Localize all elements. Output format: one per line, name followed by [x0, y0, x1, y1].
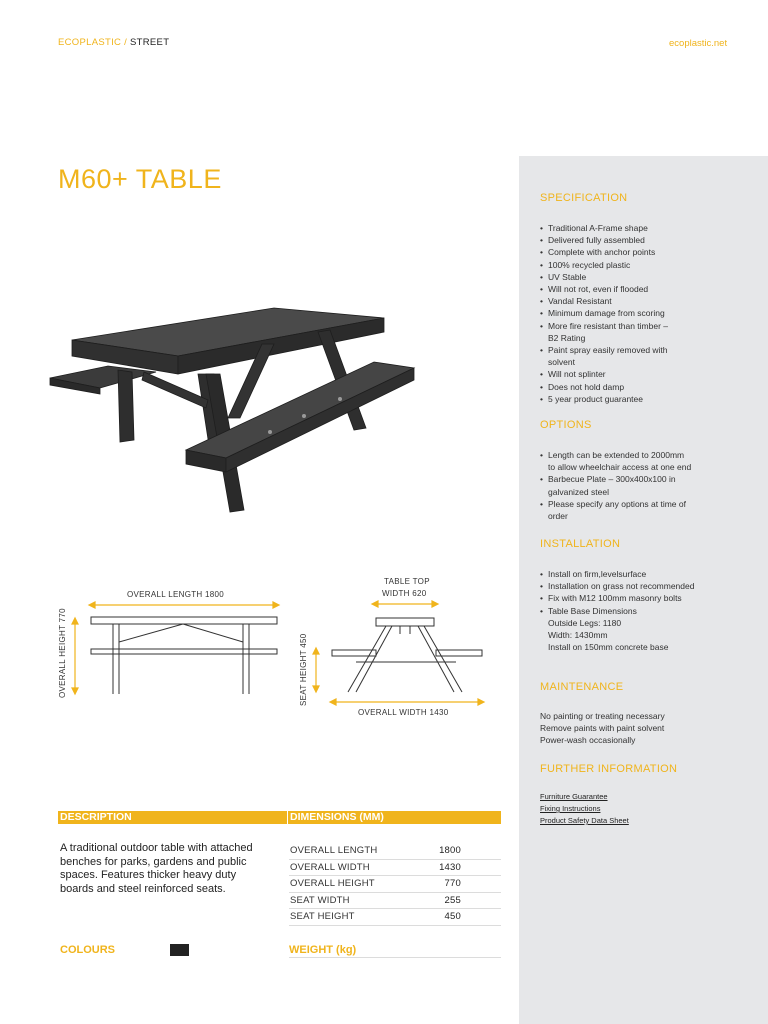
table-row	[289, 876, 501, 893]
list-item: • Will not splinter	[540, 368, 740, 380]
description-text: A traditional outdoor table with attached benches for parks, gardens and public spaces. Features thicker heavy duty boards and steel reinforced seats.	[60, 842, 253, 895]
dimension-value: 255	[413, 892, 501, 909]
furniture-guarantee-link[interactable]: Furniture Guarantee	[540, 792, 608, 801]
list-item-continued: Width: 1430mm	[548, 630, 608, 641]
list-item-continued: to allow wheelchair access at one end	[548, 462, 692, 473]
further-information-heading: FURTHER INFORMATION	[540, 763, 678, 775]
maintenance-line: No painting or treating necessary	[540, 711, 665, 721]
colour-swatch-black[interactable]	[170, 944, 189, 956]
list-item-continued: B2 Rating	[548, 332, 586, 343]
list-item: • Length can be extended to 2000mm	[540, 449, 740, 461]
list-item: • Traditional A-Frame shape	[540, 222, 740, 234]
seat-height-label: SEAT HEIGHT 450	[299, 633, 308, 706]
specification-list	[540, 222, 740, 405]
list-item-continued: Outside Legs: 1180	[548, 617, 622, 628]
maintenance-line: Power-wash occasionally	[540, 735, 636, 746]
page-title: M60+ TABLE	[58, 164, 222, 194]
list-item: • Please specify any options at time of	[540, 498, 740, 510]
table-row	[289, 909, 501, 926]
product-photo	[48, 300, 420, 522]
dimensions-heading: DIMENSIONS (MM)	[288, 811, 501, 824]
list-item: • Minimum damage from scoring	[540, 307, 740, 319]
maintenance-heading: MAINTENANCE	[540, 681, 624, 693]
section-name[interactable]: STREET	[130, 37, 170, 48]
overall-height-label: OVERALL HEIGHT 770	[58, 608, 67, 698]
dimension-value: 1800	[413, 843, 501, 859]
list-item: • Vandal Resistant	[540, 295, 740, 307]
brand-name[interactable]: ECOPLASTIC	[58, 37, 122, 48]
fixing-instructions-link[interactable]: Fixing Instructions	[540, 804, 601, 813]
maintenance-text	[540, 710, 665, 747]
breadcrumb-separator: /	[121, 37, 131, 48]
list-item-continued: galvanized steel	[548, 486, 609, 497]
list-item: • UV Stable	[540, 271, 740, 283]
specification-heading: SPECIFICATION	[540, 192, 628, 204]
list-item: • Complete with anchor points	[540, 246, 740, 258]
table-top-width-label: WIDTH 620	[382, 589, 427, 598]
dimension-label: SEAT WIDTH	[289, 892, 413, 909]
list-item: • Installation on grass not recommended	[540, 580, 740, 592]
dimension-value: 770	[413, 876, 501, 893]
website-link[interactable]: ecoplastic.net	[669, 38, 728, 49]
table-row	[289, 843, 501, 859]
colours-label: COLOURS	[60, 944, 115, 956]
side-elevation-diagram	[55, 570, 290, 705]
end-elevation-diagram	[296, 570, 490, 722]
list-item: • 5 year product guarantee	[540, 393, 740, 405]
safety-data-sheet-link[interactable]: Product Safety Data Sheet	[540, 816, 629, 825]
list-item: • Barbecue Plate – 300x400x100 in	[540, 473, 740, 485]
list-item: • More fire resistant than timber –	[540, 320, 740, 332]
table-row	[289, 892, 501, 909]
list-item-continued: Install on 150mm concrete base	[548, 642, 669, 653]
list-item-continued: order	[548, 511, 568, 522]
installation-list	[540, 568, 740, 653]
list-item: • Delivered fully assembled	[540, 234, 740, 246]
dimension-value: 450	[413, 909, 501, 926]
further-information-links	[540, 791, 629, 827]
overall-width-label: OVERALL WIDTH 1430	[358, 708, 449, 717]
dimensions-table	[289, 843, 501, 926]
description-heading: DESCRIPTION	[58, 811, 287, 824]
list-item-continued: solvent	[548, 357, 575, 368]
list-item: • Fix with M12 100mm masonry bolts	[540, 592, 740, 604]
breadcrumb	[58, 37, 169, 48]
maintenance-line: Remove paints with paint solvent	[540, 723, 665, 734]
dimension-value: 1430	[413, 859, 501, 876]
list-item: • Will not rot, even if flooded	[540, 283, 740, 295]
weight-label: WEIGHT (kg)	[289, 944, 357, 956]
overall-length-label: OVERALL LENGTH 1800	[127, 590, 225, 599]
divider	[289, 957, 501, 958]
dimension-label: OVERALL LENGTH	[289, 843, 413, 859]
options-heading: OPTIONS	[540, 419, 592, 431]
dimension-label: SEAT HEIGHT	[289, 909, 413, 926]
dimension-label: OVERALL HEIGHT	[289, 876, 413, 893]
table-leg	[118, 370, 134, 442]
installation-heading: INSTALLATION	[540, 538, 621, 550]
list-item: • 100% recycled plastic	[540, 259, 740, 271]
options-list	[540, 449, 740, 522]
dimension-label: OVERALL WIDTH	[289, 859, 413, 876]
list-item: • Install on firm,levelsurface	[540, 568, 740, 580]
list-item: • Paint spray easily removed with	[540, 344, 740, 356]
list-item: • Table Base Dimensions	[540, 605, 740, 617]
table-top-label: TABLE TOP	[384, 577, 430, 586]
table-row	[289, 859, 501, 876]
list-item: • Does not hold damp	[540, 381, 740, 393]
